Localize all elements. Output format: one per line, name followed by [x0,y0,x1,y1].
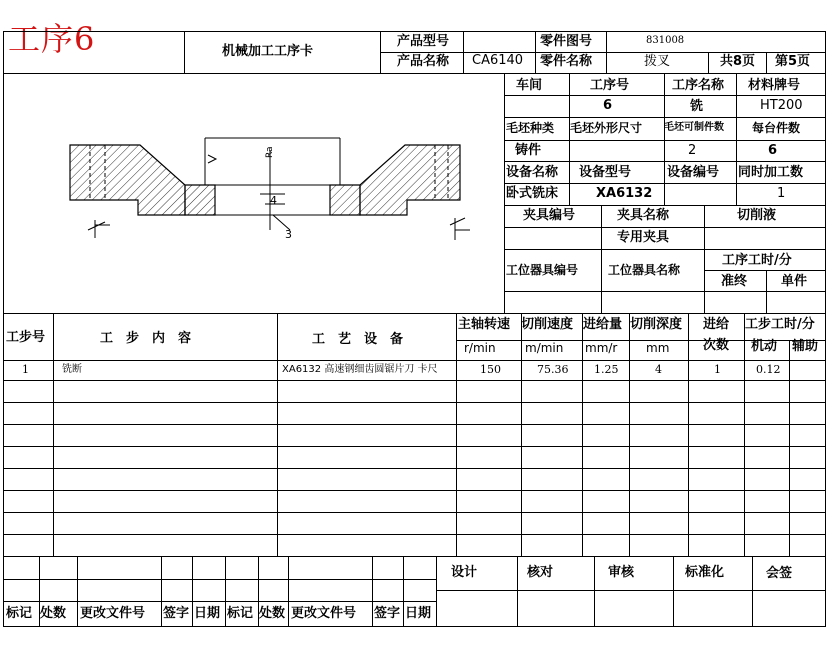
spindle-header: 主轴转速 [458,317,511,332]
station-name-label: 工位器具名称 [608,263,681,277]
part-no-value: 831008 [646,35,685,46]
change-doc-label-2: 更改文件号 [291,606,357,621]
blank-type-value: 铸件 [515,143,542,158]
machine-header: 机动 [751,339,778,354]
op-time-label: 工序工时/分 [722,253,792,268]
aux-header: 辅助 [792,339,819,354]
parts-per-unit-value: 6 [768,143,778,158]
row-feed: 1.25 [594,363,619,376]
part-sketch [60,130,480,245]
parts-per-blank-value: 2 [688,143,697,158]
row-depth: 4 [655,363,662,376]
total-pages: 共8页 [720,54,756,69]
page-no: 第5页 [775,54,811,69]
sign-label: 会签 [766,566,793,581]
product-model-label: 产品型号 [397,34,450,49]
row-equipment: XA6132 高速钢细齿圆锯片刀 卡尺 [282,364,438,375]
check-label: 核对 [527,565,554,580]
fixture-name-value: 专用夹具 [617,230,670,245]
equip-no-label: 设备编号 [667,165,720,180]
speed-unit: m/min [525,341,564,355]
equip-name-value: 卧式铣床 [506,186,559,201]
part-name-value: 拨叉 [644,54,671,69]
count-label: 处数 [40,606,67,621]
equip-model-value: XA6132 [596,186,653,201]
page-title: 工序6 [8,20,96,58]
row-content: 铣断 [62,364,82,375]
signature-label-2: 签字 [374,606,401,621]
row-spindle: 150 [480,363,501,376]
step-no-header: 工步号 [6,330,46,345]
depth-unit: mm [646,341,670,355]
content-header: 工 步 内 容 [100,331,192,346]
equip-model-label: 设备型号 [579,165,632,180]
speed-header: 切削速度 [521,317,574,332]
feed-header: 进给量 [583,317,623,332]
op-name-label: 工序名称 [672,78,725,93]
station-no-label: 工位器具编号 [506,263,579,277]
coolant-label: 切削液 [737,208,777,223]
product-name-value: CA6140 [472,53,524,68]
fixture-name-label: 夹具名称 [617,208,670,223]
signature-label: 签字 [163,606,190,621]
equipment-header: 工 艺 设 备 [312,332,404,347]
roughness-label: Ra [265,146,275,158]
design-label: 设计 [451,565,478,580]
op-no-value: 6 [603,98,613,113]
prep-label: 准终 [721,274,748,289]
op-name-value: 铣 [690,99,704,114]
depth-header: 切削深度 [630,317,683,332]
op-no-label: 工序号 [590,78,630,93]
mark-label-2: 标记 [227,606,254,621]
blank-type-label: 毛坯种类 [506,121,555,135]
part-no-label: 零件图号 [540,34,593,49]
dim-3-label: 3 [285,228,292,241]
time-header: 工步工时/分 [745,317,815,332]
change-doc-label: 更改文件号 [80,606,146,621]
dim-4-label: 4 [270,194,277,207]
parts-per-unit-label: 每台件数 [752,121,801,135]
spindle-unit: r/min [464,341,496,355]
count-label-2: 处数 [259,606,286,621]
product-name-label: 产品名称 [397,54,450,69]
fixture-no-label: 夹具编号 [523,208,576,223]
parts-per-blank-label: 毛坯可制件数 [664,122,724,133]
passes-header-2: 次数 [703,338,730,353]
material-value: HT200 [760,98,803,113]
feed-unit: mm/r [585,341,618,355]
passes-header: 进给 [703,317,730,332]
unit-label: 单件 [781,274,808,289]
part-name-label: 零件名称 [540,54,593,69]
workshop-label: 车间 [516,78,543,93]
row-passes: 1 [714,363,721,376]
review-label: 审核 [608,565,635,580]
mark-label: 标记 [6,606,33,621]
date-label: 日期 [194,606,221,621]
row-machine: 0.12 [756,363,781,376]
simul-label: 同时加工数 [738,165,804,180]
row-speed: 75.36 [537,363,569,376]
card-name: 机械加工工序卡 [222,44,314,59]
blank-size-label: 毛坯外形尺寸 [570,121,643,135]
simul-value: 1 [777,186,786,201]
standard-label: 标准化 [685,565,725,580]
row-step-no: 1 [22,363,29,376]
equip-name-label: 设备名称 [506,165,559,180]
date-label-2: 日期 [405,606,432,621]
material-label: 材料牌号 [748,78,801,93]
